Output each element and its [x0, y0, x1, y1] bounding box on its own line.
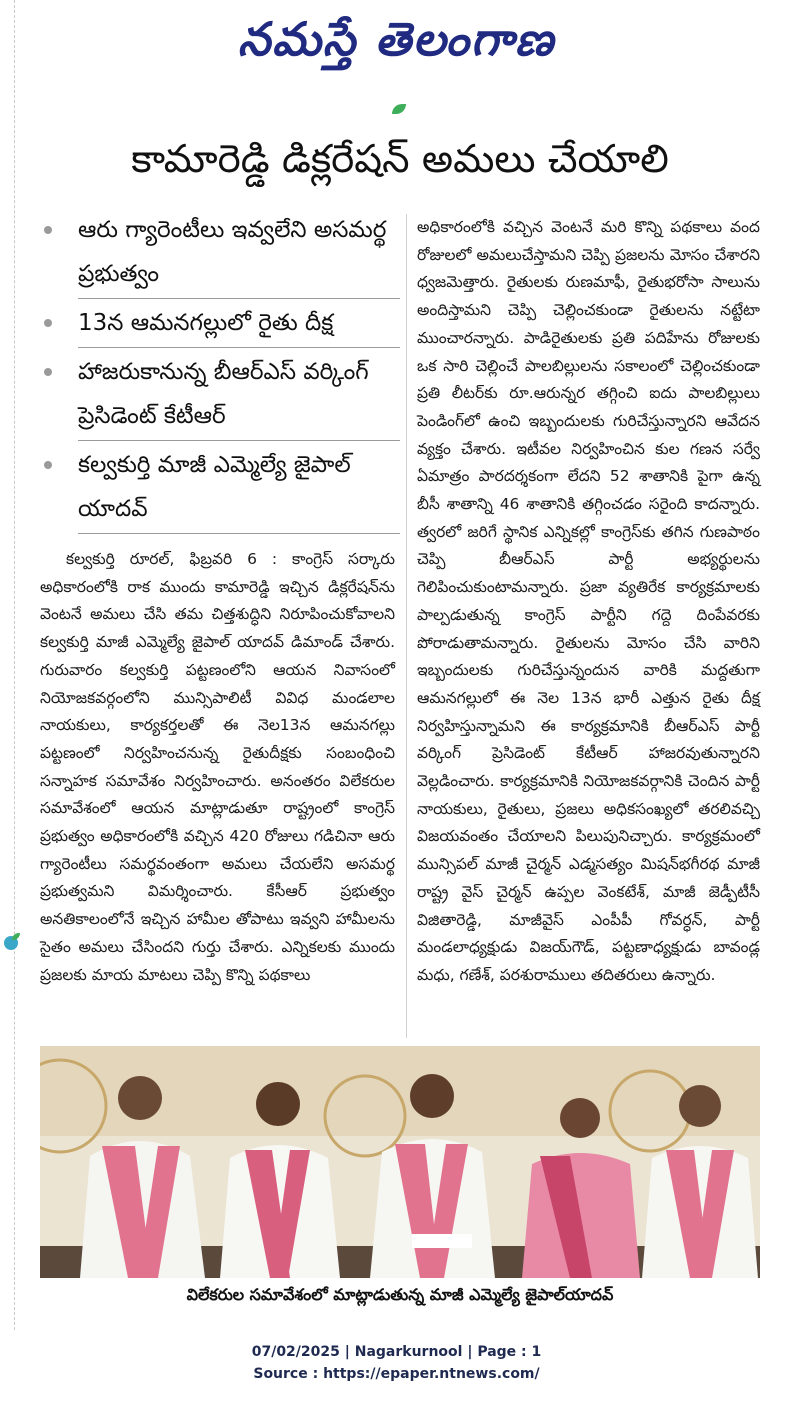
highlight-item: [40, 208, 400, 299]
edition-meta-line: 07/02/2025 | Nagarkurnool | Page : 1: [251, 1344, 542, 1360]
bullet-icon: [44, 226, 52, 234]
highlight-list: [40, 208, 400, 536]
article-body-right-column: అధికారంలోకి వచ్చిన వెంటనే మరి కొన్ని పథకాలు వంద రోజులలో అమలుచేస్తామని చెప్పి ప్రజలను మోసం చేశారని ధ్వజమెత్తారు. రైతులకు రుణమాఫీ, రైతుభరోసా సాలును అందిస్తామని చెప్పి చెల్లించకుండా రైతులను నట్టేటా ముంచారన్నారు. పాడిరైతులకు ప్రతి పదిహేను రోజులకు ఒక సారి చెల్లించే పాలబిల్లులను సకాలంలో చెల్లించకుండా ప్రతి లీటర్‌కు రూ.ఆరున్నర తగ్గించి ఐదు పాలబిల్లులు పెండింగ్‌లో ఉంచి ఇబ్బందులకు గురిచేస్తున్నారని ఆవేదన వ్యక్తం చేశారు. ఇటీవల నిర్వహించిన కుల గణన సర్వే ఏమాత్రం పారదర్శకంగా లేదని 52 శాతానికి పైగా ఉన్న బీసీ శాతాన్ని 46 శాతానికి తగ్గించడం సరైంది కాదన్నారు. త్వరలో జరిగే స్థానిక ఎన్నికల్లో కాంగ్రెస్‌కు తగిన గుణపాఠం చెప్పి బీఆర్ఎస్ పార్టీ అభ్యర్థులను గెలిపించుకుంటామన్నారు. ప్రజా వ్యతిరేక కార్యక్రమాలకు పాల్పడుతున్న కాంగ్రెస్ పార్టీని గద్దె దింపేవరకు పోరాడుతామన్నారు. రైతులను మోసం చేసి వారిని ఇబ్బందులకు గురిచేస్తున్నందున వారికి మద్దతుగా ఆమనగల్లులో ఈ నెల 13న భారీ ఎత్తున రైతు దీక్ష నిర్వహిస్తున్నామని ఈ కార్యక్రమానికి బీఆర్ఎస్ పార్టీ వర్కింగ్ ప్రెసిడెంట్ కేటీఆర్ హాజరవుతున్నారని వెల్లడించారు. కార్యక్రమానికి నియోజకవర్గానికి చెందిన పార్టీ నాయకులు, రైతులు, ప్రజలు అధికసంఖ్యలో తరలివచ్చి విజయవంతం చేయాలని పిలుపునిచ్చారు. కార్యక్రమంలో మున్సిపల్ మాజీ చైర్మన్ ఎడ్మసత్యం మిషన్‌భగీరథ మాజీ రాష్ట్ర వైస్ చైర్మన్ ఉప్పల వెంకటేశ్, మాజీ జెడ్పీటీసీ విజితారెడ్డి, మాజీవైస్ ఎంపీపీ గోవర్ధన్, పార్టీ మండలాధ్యక్షుడు విజయ్‌గౌడ్, పట్టణాధ్యక్షుడు బావండ్ల మధు, గణేశ్, పరశురాములు తదితరులు ఉన్నారు.: [417, 218, 760, 984]
source-url-line: Source : https://epaper.ntnews.com/: [253, 1366, 540, 1382]
highlight-text: హాజరుకానున్న బీఆర్ఎస్ వర్కింగ్ ప్రెసిడెంట్ కేటీఆర్: [78, 350, 400, 441]
article-headline: కామారెడ్డి డిక్లరేషన్ అమలు చేయాలి: [131, 137, 669, 182]
bullet-icon: [44, 368, 52, 376]
highlight-text: 13న ఆమనగల్లులో రైతు దీక్ష: [78, 301, 400, 348]
page-left-guide: [14, 0, 15, 1330]
highlight-item: [40, 301, 400, 348]
bullet-icon: [44, 319, 52, 327]
photo-caption: విలేకరుల సమావేశంలో మాట్లాడుతున్న మాజీ ఎమ్మెల్యే జైపాల్‌యాదవ్: [186, 1285, 614, 1304]
highlight-text: ఆరు గ్యారెంటీలు ఇవ్వలేని అసమర్థ ప్రభుత్వం: [78, 208, 400, 299]
press-meet-photo: [40, 1046, 760, 1278]
newspaper-masthead: నమస్తే తెలంగాణ: [237, 12, 556, 66]
bullet-icon: [44, 461, 52, 469]
column-divider: [406, 214, 407, 1038]
highlight-item: [40, 443, 400, 534]
leaf-icon: [392, 104, 406, 114]
highlight-text: కల్వకుర్తి మాజీ ఎమ్మెల్యే జైపాల్ యాదవ్: [78, 443, 400, 534]
article-body-left-column: కల్వకుర్తి రూరల్, ఫిబ్రవరి 6 : కాంగ్రెస్ సర్కారు అధికారంలోకి రాక ముందు కామారెడ్డి ఇచ్చిన డిక్లరేషన్‌ను వెంటనే అమలు చేసి తమ చిత్తశుద్ధిని నిరూపించుకోవాలని కల్వకుర్తి మాజీ ఎమ్మెల్యే జైపాల్ యాదవ్ డిమాండ్ చేశారు. గురువారం కల్వకుర్తి పట్టణంలోని ఆయన నివాసంలో నియోజకవర్గంలోని మున్సిపాలిటీ వివిధ మండలాల నాయకులు, కార్యకర్తలతో ఈ నెల13న ఆమనగల్లు పట్టణంలో నిర్వహించనున్న రైతుదీక్షకు సంబంధించి సన్నాహక సమావేశం నిర్వహించారు. అనంతరం విలేకరుల సమావేశంలో ఆయన మాట్లాడుతూ రాష్ట్రంలో కాంగ్రెస్ ప్రభుత్వం అధికారంలోకి వచ్చిన 420 రోజులు గడిచినా ఆరు గ్యారెంటీలు సమర్థవంతంగా అమలు చేయలేని అసమర్థ ప్రభుత్వమని విమర్శించారు. కేసీఆర్ ప్రభుత్వం అనతికాలంలోనే ఇచ్చిన హామీల తోపాటు ఇవ్వని హామీలను సైతం అమలు చేసిందని గుర్తు చేశారు. ఎన్నికలకు ముందు ప్రజలకు మాయ మాటలు చెప్పి కొన్ని పథకాలు: [40, 550, 395, 984]
highlight-item: [40, 350, 400, 441]
leaf-margin-icon: [4, 936, 18, 950]
